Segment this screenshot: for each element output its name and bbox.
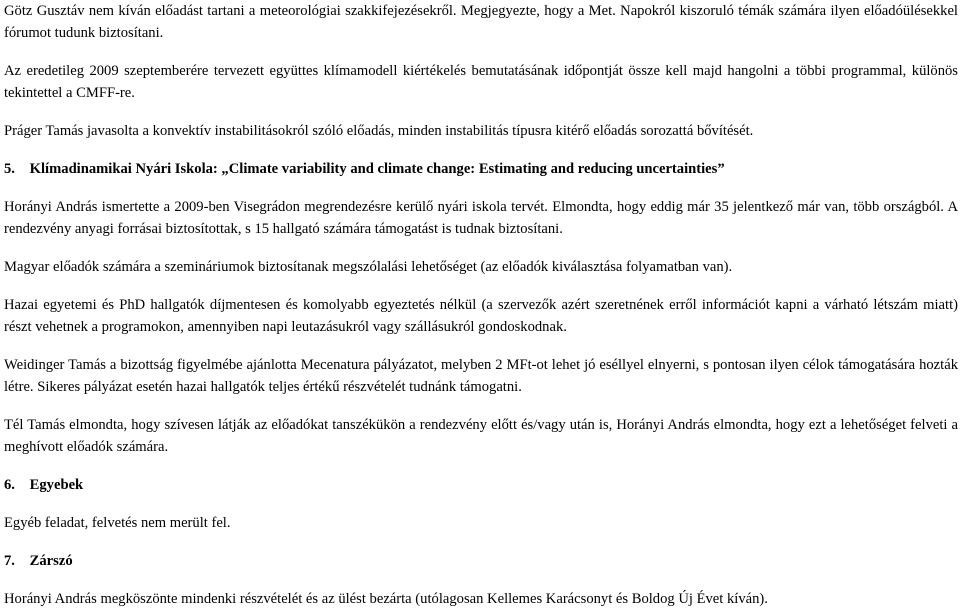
paragraph-prager: Práger Tamás javasolta a konvektív instabilitásokról szóló előadás, minden instabilitás típusra kitérő előadás sorozattá bővítését.: [4, 123, 754, 139]
section-number: 5.: [4, 161, 15, 177]
paragraph-other: Egyéb feladat, felvetés nem merült fel.: [4, 515, 231, 531]
section-title: Egyebek: [29, 477, 84, 493]
paragraph-gotz: Götz Gusztáv nem kíván előadást tartani a meteorológiai szakkifejezésekről. Megjegyezte, hogy a Met. Napokról kiszoruló témák számára ilyen előadóülésekkel fórumot tudunk biztosítani.: [4, 3, 958, 41]
section-title: Klímadinamikai Nyári Iskola: „Climate variability and climate change: Estimating and reducing uncertainties”: [29, 161, 725, 177]
paragraph-summer-school: Horányi András ismertette a 2009-ben Visegrádon megrendezésre kerülő nyári iskola tervét. Elmondta, hogy eddig már 35 jelentkező már van, több országból. A rendezvény anyagi forrásai biztosítottak, s 15 hallgató számára támogatást is tudnak biztosítani.: [4, 199, 958, 237]
section-heading-5: [4, 158, 958, 180]
section-number: 6.: [4, 477, 15, 493]
paragraph-weidinger: Weidinger Tamás a bizottság figyelmébe ajánlotta Mecenatura pályázatot, melyben 2 MFt-ot lehet jó eséllyel elnyerni, s pontosan ilyen célok támogatására hozták létre. Sikeres pályázat esetén hazai hallgatók teljes értékű részvételét tudnánk támogatni.: [4, 357, 958, 395]
section-number: 7.: [4, 553, 15, 569]
section-heading-6: [4, 474, 958, 496]
document-page: [4, 0, 958, 610]
paragraph-climate-model: Az eredetileg 2009 szeptemberére tervezett együttes klímamodell kiértékelés bemutatásának időpontját össze kell majd hangolni a többi programmal, különös tekintettel a CMFF-re.: [4, 63, 958, 101]
paragraph-closing: Horányi András megköszönte mindenki részvételét és az ülést bezárta (utólagosan Kellemes Karácsonyt és Boldog Új Évet kíván).: [4, 591, 768, 607]
paragraph-tel: Tél Tamás elmondta, hogy szívesen látják az előadókat tanszékükön a rendezvény előtt és/vagy után is, Horányi András elmondta, hogy ezt a lehetőséget felveti a meghívott előadók számára.: [4, 417, 958, 455]
section-heading-7: [4, 550, 958, 572]
paragraph-hungarian-speakers: Magyar előadók számára a szemináriumok biztosítanak megszólalási lehetőséget (az előadók kiválasztása folyamatban van).: [4, 259, 733, 275]
section-title: Zárszó: [29, 553, 73, 569]
paragraph-students: Hazai egyetemi és PhD hallgatók díjmentesen és komolyabb egyeztetés nélkül (a szervezők azért szeretnének erről információt kapni a várható létszám miatt) részt vehetnek a programokon, amennyiben napi leutazásukról vagy szállásukról gondoskodnak.: [4, 297, 958, 335]
